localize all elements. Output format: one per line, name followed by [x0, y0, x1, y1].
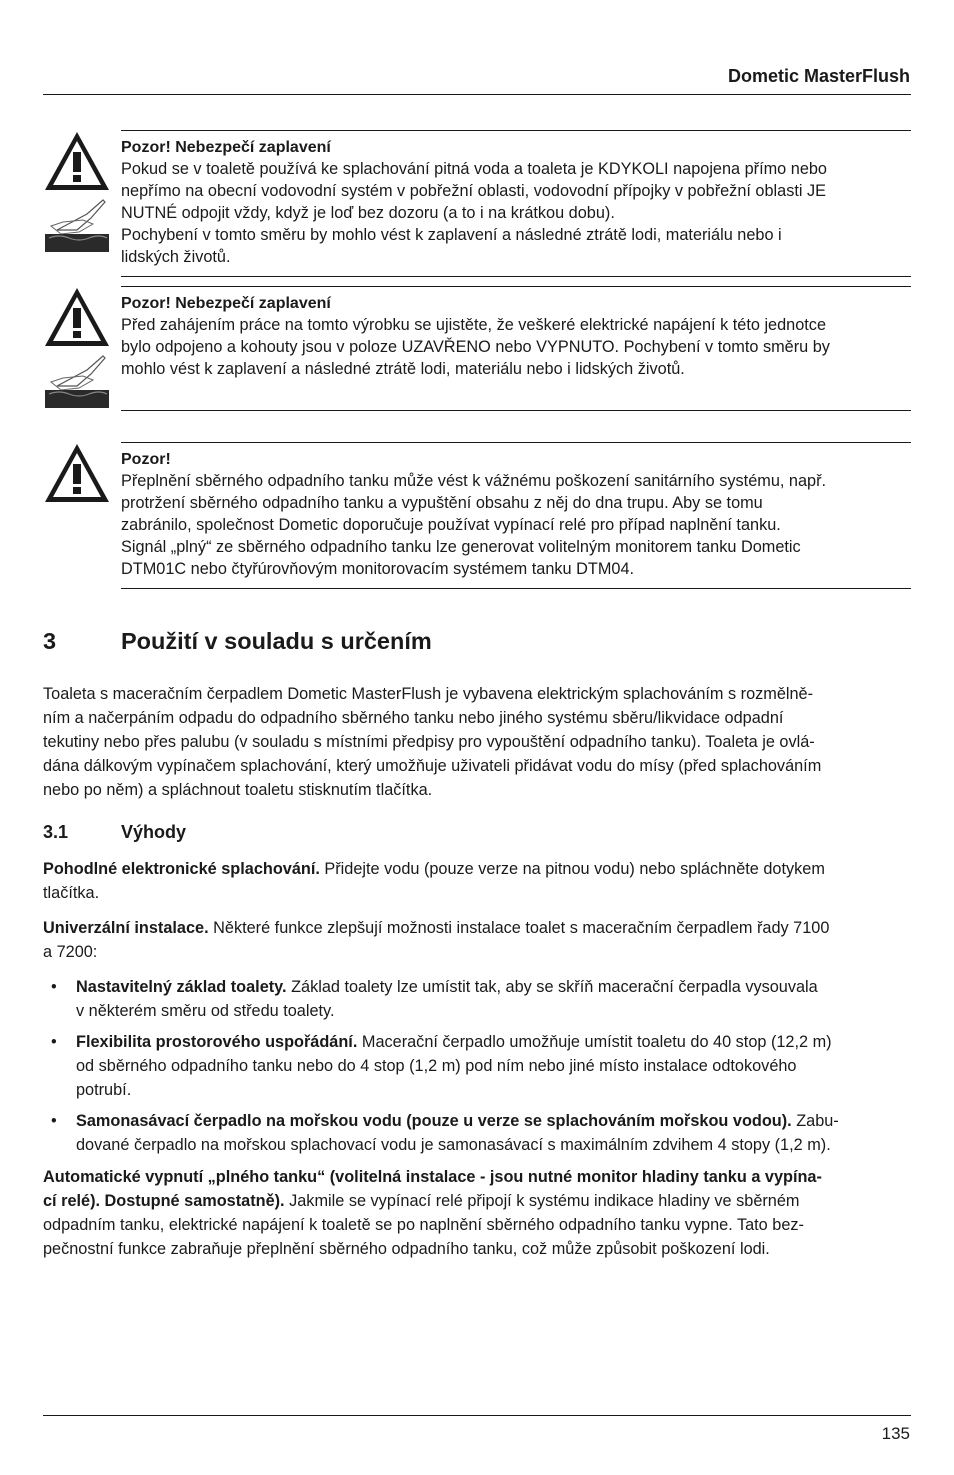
paragraph-lead: Univerzální instalace. — [43, 919, 209, 937]
warning-line: bylo odpojeno a kohouty jsou v poloze UZAVŘENO nebo VYPNUTO. Pochybení v tomto směru by — [121, 338, 830, 356]
footer-divider — [43, 1415, 911, 1416]
paragraph-line: Jakmile se vypínací relé připojí k systému indikace hladiny ve sběrném — [284, 1192, 800, 1210]
warning-triangle-icon — [43, 130, 111, 192]
warning-top-rule — [121, 130, 911, 131]
subsection-title: Výhody — [121, 822, 187, 842]
paragraph-line: dána dálkovým vypínačem splachování, který umožňuje uživateli přidávat vodu do mísy (před splachováním — [43, 757, 822, 775]
warning-line: Před zahájením práce na tomto výrobku se ujistěte, že veškeré elektrické napájení k této jednotce — [121, 316, 826, 334]
warning-line: mohlo vést k zaplavení a následné ztrátě lodi, materiálu nebo i lidských životů. — [121, 360, 685, 378]
warning-icons — [43, 130, 113, 254]
warning-box-flooding-1 — [43, 130, 911, 278]
flooding-hand-icon — [43, 196, 111, 254]
paragraph-installation — [43, 916, 911, 964]
list-item-line: Zabu- — [791, 1112, 839, 1130]
warning-title: Pozor! Nebezpečí zaplavení — [121, 139, 331, 156]
warning-line: Pochybení v tomto směru by mohlo vést k zaplavení a následné ztrátě lodi, materiálu nebo i — [121, 226, 782, 244]
warning-line: zabránilo, společnost Dometic doporučuje používat vypínací relé pro případ naplnění tanku. — [121, 516, 781, 534]
section-number: 3 — [43, 628, 57, 654]
warning-line: Signál „plný“ ze sběrného odpadního tanku lze generovat volitelným monitorem tanku Dometic — [121, 538, 801, 556]
section-intro-paragraph — [43, 682, 911, 802]
warning-title: Pozor! — [121, 451, 171, 468]
warning-bottom-rule — [121, 410, 911, 411]
bullet-marker: • — [51, 1033, 57, 1051]
warning-triangle-icon — [43, 286, 111, 348]
paragraph-lead: Pohodlné elektronické splachování. — [43, 860, 320, 878]
list-item-line: Macerační čerpadlo umožňuje umístit toaletu do 40 stop (12,2 m) — [357, 1033, 832, 1051]
paragraph-line: odpadním tanku, elektrické napájení k toaletě se po naplnění sběrného odpadního tanku vypne. Tato bez- — [43, 1216, 804, 1234]
paragraph-lead: cí relé). Dostupné samostatně). — [43, 1192, 285, 1210]
paragraph-line: pečnostní funkce zabraňuje přeplnění sběrného odpadního tanku, což může způsobit poškození lodi. — [43, 1240, 770, 1258]
warning-line: DTM01C nebo čtyřúrovňovým monitorovacím systémem tanku DTM04. — [121, 560, 635, 578]
bullet-marker: • — [51, 1112, 57, 1130]
warning-triangle-icon — [43, 442, 111, 504]
paragraph-line: nebo po něm) a spláchnout toaletu stisknutím tlačítka. — [43, 781, 433, 799]
list-item-lead: Nastavitelný základ toalety. — [76, 978, 287, 996]
paragraph-line: a 7200: — [43, 943, 98, 961]
list-item-line: Základ toalety lze umístit tak, aby se skříň macerační čerpadla vysouvala — [286, 978, 818, 996]
page-number: 135 — [881, 1424, 910, 1443]
subsection-heading — [43, 822, 186, 843]
list-item — [43, 1109, 911, 1157]
list-item — [43, 975, 911, 1023]
warning-line: NUTNÉ odpojit vždy, když je loď bez dozoru (a to i na krátkou dobu). — [121, 204, 615, 222]
warning-box-flooding-2 — [43, 286, 911, 412]
header-divider — [43, 94, 911, 95]
bullet-marker: • — [51, 978, 57, 996]
list-item-line: potrubí. — [76, 1081, 132, 1099]
paragraph-line: Toaleta s maceračním čerpadlem Dometic MasterFlush je vybavena elektrickým splachováním s rozmělně- — [43, 685, 814, 703]
warning-line: protržení sběrného odpadního tanku a vypuštění obsahu z něj do dna trupu. Aby se tomu — [121, 494, 763, 512]
list-item-lead: Flexibilita prostorového uspořádání. — [76, 1033, 358, 1051]
list-item-line: dované čerpadlo na mořskou splachovací vodu je samonasávací s maximálním zdvihem 4 stopy (1,2 m). — [76, 1136, 831, 1154]
warning-line: Přeplnění sběrného odpadního tanku může vést k vážnému poškození sanitárního systému, např. — [121, 472, 827, 490]
list-item — [43, 1030, 911, 1102]
warning-line: lidských životů. — [121, 248, 231, 266]
header-title: Dometic MasterFlush — [727, 66, 910, 86]
paragraph-line: tlačítka. — [43, 884, 100, 902]
list-item-line: v některém směru od středu toalety. — [76, 1002, 335, 1020]
paragraph-line: tekutiny nebo přes palubu (v souladu s místními předpisy pro vypouštění odpadního tanku). Toaleta je ovlá- — [43, 733, 815, 751]
paragraph-line: ním a načerpáním odpadu do odpadního sběrného tanku nebo jiného systému sběru/likvidace odpadní — [43, 709, 784, 727]
paragraph-line: Přidejte vodu (pouze verze na pitnou vodu) nebo spláchněte dotykem — [319, 860, 825, 878]
list-item-lead: Samonasávací čerpadlo na mořskou vodu (pouze u verze se splachováním mořskou vodou). — [76, 1112, 792, 1130]
warning-icons — [43, 442, 113, 504]
subsection-number: 3.1 — [43, 822, 69, 842]
warning-bottom-rule — [121, 276, 911, 277]
warning-icons — [43, 286, 113, 410]
warning-line: nepřímo na obecní vodovodní systém v pobřežní oblasti, vodovodní přípojky v pobřežní oblasti JE — [121, 182, 827, 200]
warning-title: Pozor! Nebezpečí zaplavení — [121, 295, 331, 312]
warning-line: Pokud se v toaletě používá ke splachování pitná voda a toaleta je KDYKOLI napojena přímo nebo — [121, 160, 827, 178]
paragraph-lead: Automatické vypnutí „plného tanku“ (volitelná instalace - jsou nutné monitor hladiny tanku a vypína- — [43, 1168, 822, 1186]
section-title: Použití v souladu s určením — [121, 628, 432, 654]
warning-box-overfill — [43, 442, 911, 590]
warning-bottom-rule — [121, 588, 911, 589]
list-item-line: od sběrného odpadního tanku nebo do 4 stop (1,2 m) pod ním nebo jiné místo instalace odtokového — [76, 1057, 797, 1075]
flooding-hand-icon — [43, 352, 111, 410]
paragraph-flushing — [43, 857, 911, 905]
warning-top-rule — [121, 286, 911, 287]
paragraph-auto-shutoff — [43, 1165, 911, 1261]
section-heading — [43, 628, 432, 655]
paragraph-line: Některé funkce zlepšují možnosti instalace toalet s maceračním čerpadlem řady 7100 — [208, 919, 830, 937]
warning-top-rule — [121, 442, 911, 443]
